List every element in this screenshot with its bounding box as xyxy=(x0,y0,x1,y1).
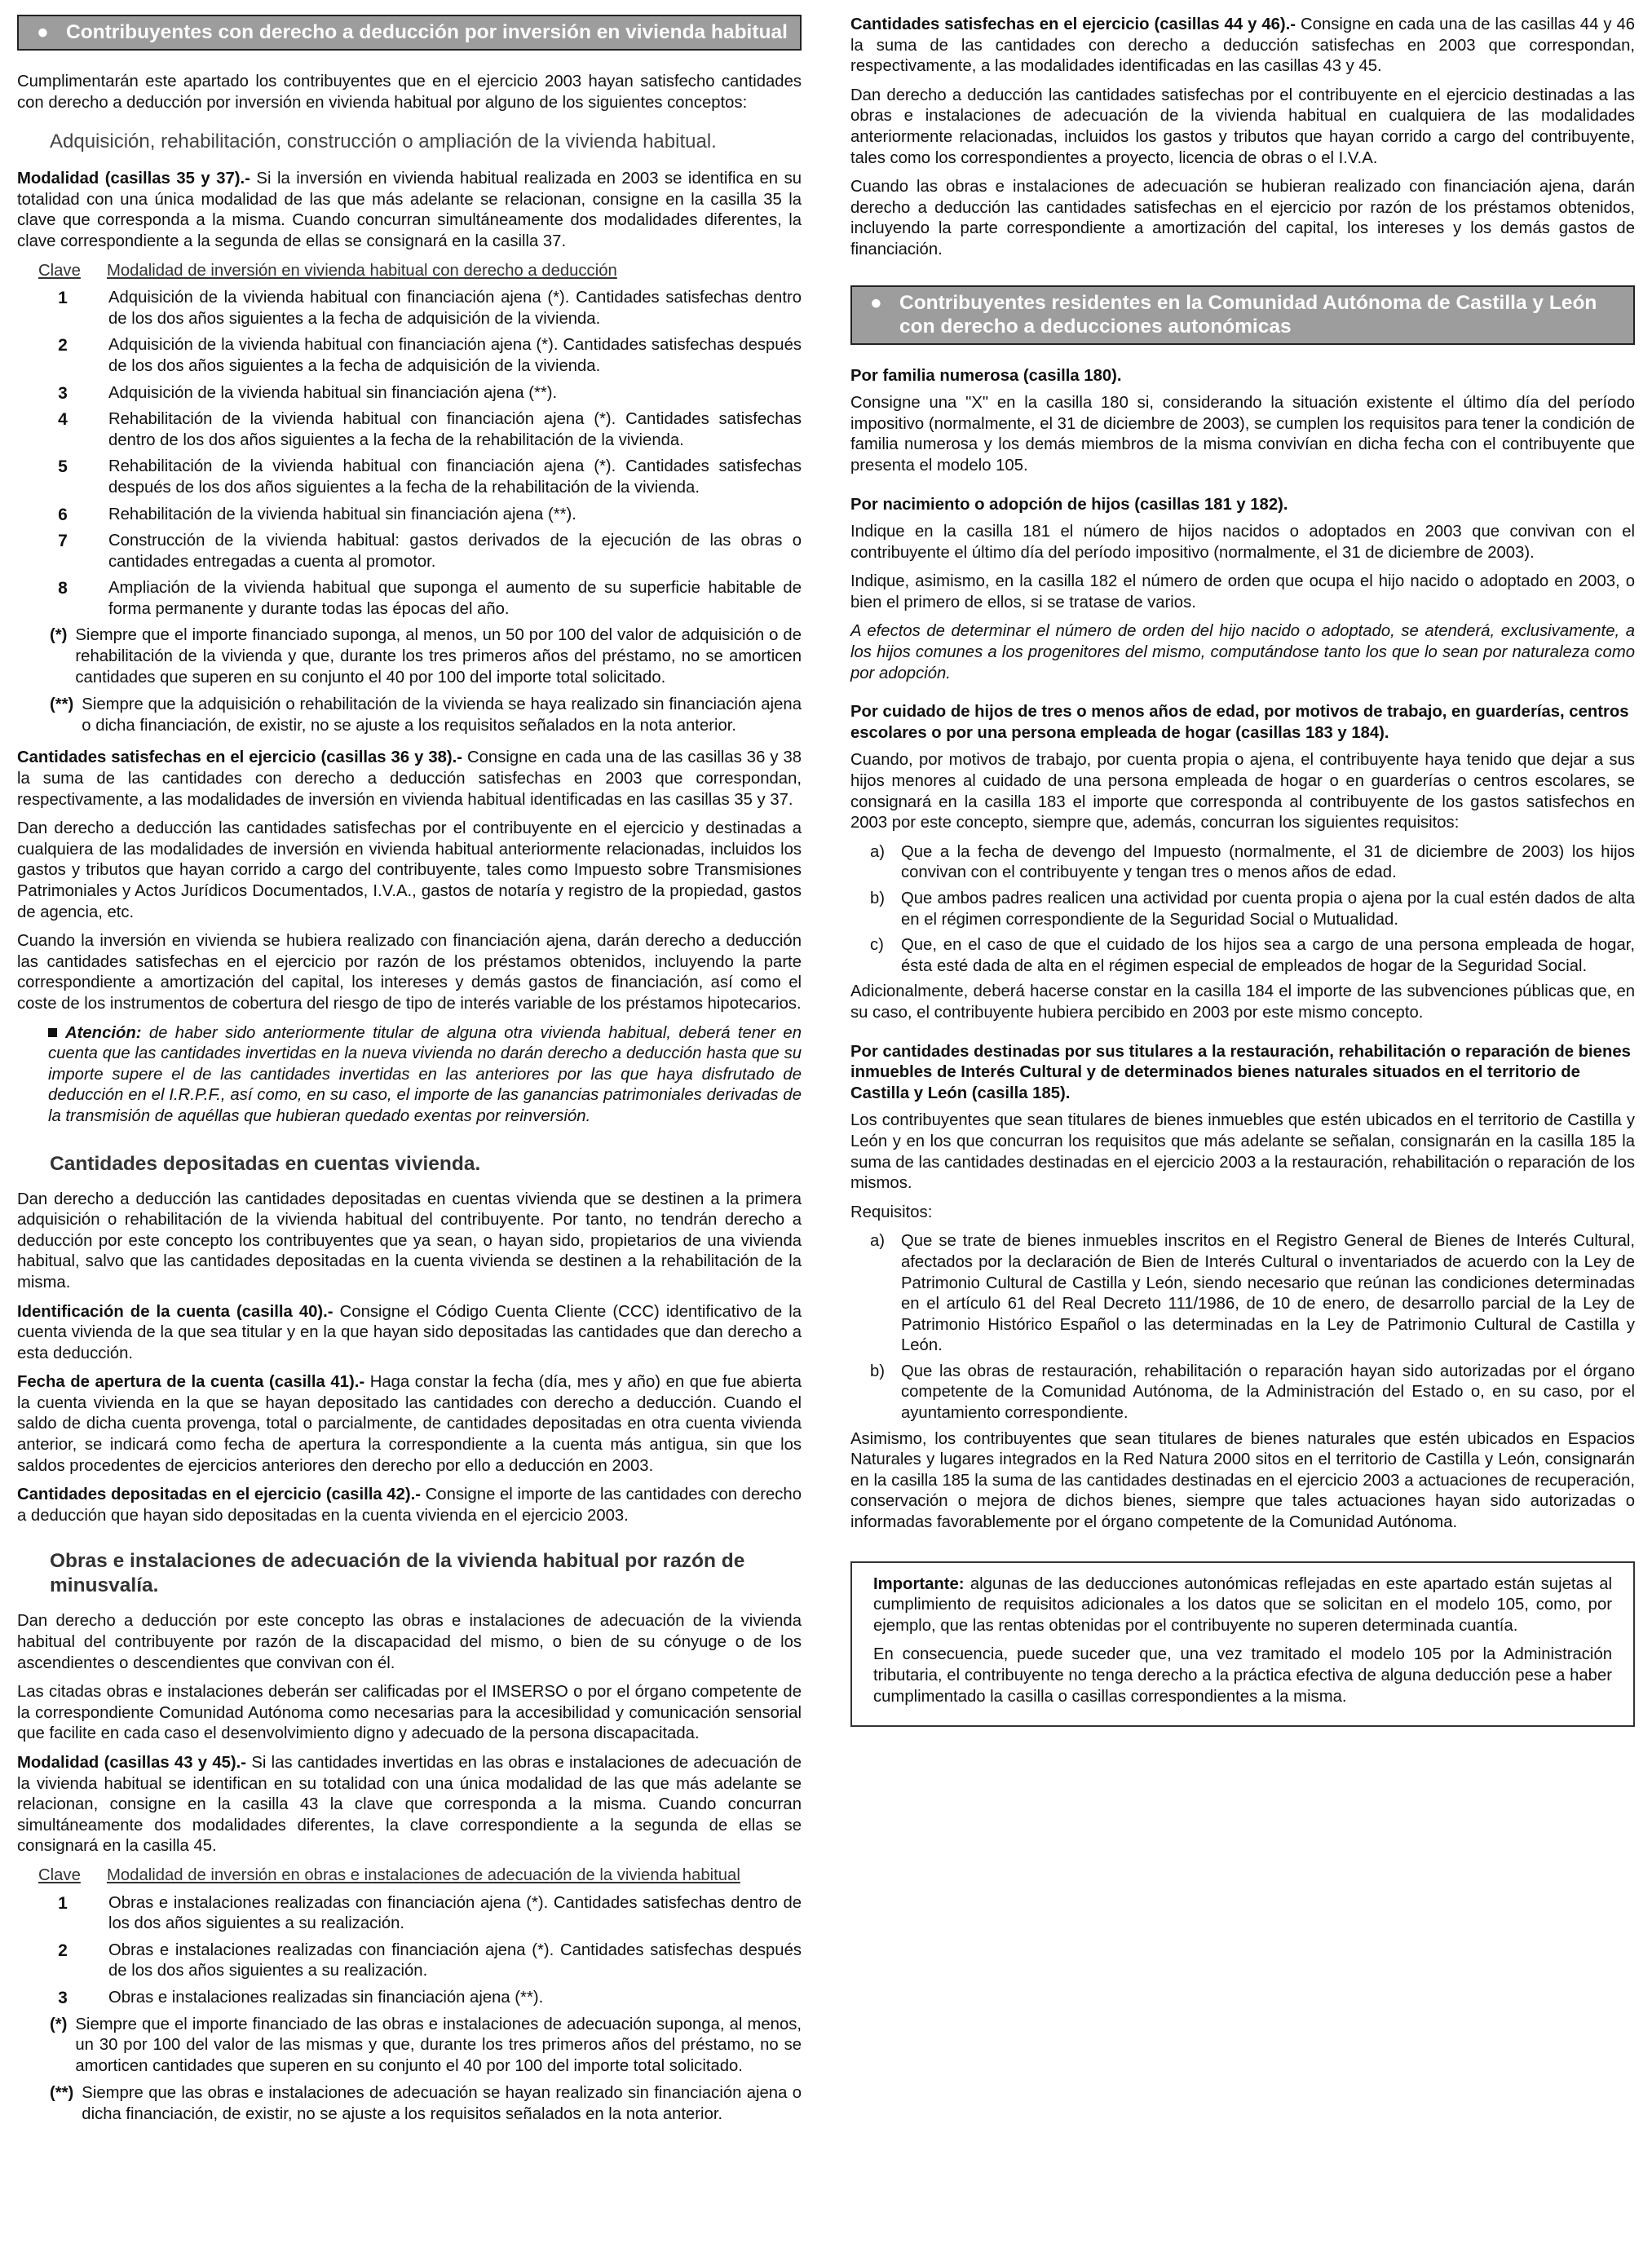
item-text: Construcción de la vivienda habitual: gastos derivados de la ejecución de las obras o cantidades entregadas a cuenta al promotor. xyxy=(108,532,802,571)
cantidades-lead: Cantidades satisfechas en el ejercicio (casillas 36 y 38).- xyxy=(17,748,463,767)
clave-number: 2 xyxy=(58,336,68,355)
table1-head-clave: Clave xyxy=(38,261,81,280)
nacimiento-title: Por nacimiento o adopción de hijos (casillas 181 y 182). xyxy=(850,495,1288,514)
important-box xyxy=(850,1561,1635,1728)
subsection-title-minusvalia: Obras e instalaciones de adecuación de la vivienda habitual por razón de minusvalía. xyxy=(50,1550,745,1597)
table1-head-desc: Modalidad de inversión en vivienda habitual con derecho a deducción xyxy=(107,261,617,280)
item-text: Ampliación de la vivienda habitual que suponga el aumento de su superficie habitable de forma permanente y durante todas las épocas del año. xyxy=(108,579,802,618)
cuidado-requisitos-list xyxy=(850,842,1635,978)
restauracion-paragraph-1: Los contribuyentes que sean titulares de bienes inmuebles que estén ubicados en el territorio de Castilla y León y en los que concurran los requisitos que más adelante se señalan, consignarán en la casilla 185 la suma de las cantidades destinadas en el ejercicio 2003 a la restauración, rehabilitación o reparación de los mismos. xyxy=(850,1111,1635,1193)
list-item xyxy=(17,457,802,498)
depositadas-text: Consigne el importe de las cantidades con derecho a deducción que hayan sido depositadas en la cuenta vivienda en el ejercicio 2003. xyxy=(17,1486,802,1525)
clave-number: 6 xyxy=(58,505,68,524)
modalidad2-text: Si las cantidades invertidas en las obras e instalaciones de adecuación de la vivienda habitual se identifican en su totalidad con una única modalidad de las que más adelante se relacionan, consigne en la casilla 43 la clave que corresponda a la misma. Cuando concurran simultáneamente dos modalidades diferentes, la clave correspondiente a la segunda de ellas se consignará en la casilla 45. xyxy=(17,1754,802,1856)
item-text: Que, en el caso de que el cuidado de los hijos sea a cargo de una persona empleada de hogar, ésta esté dada de alta en el régimen especial de empleados de hogar de la Seguridad Social. xyxy=(901,936,1635,975)
bullet-icon: ● xyxy=(37,21,49,43)
requisitos-label: Requisitos: xyxy=(850,1203,933,1221)
financiacion2-paragraph: Cuando las obras e instalaciones de adecuación se hubieran realizado con financiación ajena, darán derecho a deducción las cantidades satisfechas en el ejercicio por razón de los préstamos obtenidos, incluyendo la parte correspondiente a amortización del capital, los intereses y los demás gastos de financiación. xyxy=(850,178,1635,258)
item-text: Adquisición de la vivienda habitual sin financiación ajena (**). xyxy=(108,383,558,402)
list-item xyxy=(17,531,802,572)
cantidades-paragraph xyxy=(17,748,802,810)
financiacion-paragraph: Cuando la inversión en vivienda se hubiera realizado con financiación ajena, darán derecho a deducción las cantidades satisfechas en el ejercicio por razón de los préstamos obtenidos, incluyendo la parte correspondiente a amortización del capital, los intereses y demás gastos de financiación, así como el coste de los instrumentos de cobertura del riesgo de tipo de interés variable de los préstamos hipotecarios. xyxy=(17,932,802,1013)
modalidad-paragraph xyxy=(17,169,802,252)
list-item xyxy=(870,889,1635,930)
left-column xyxy=(17,15,802,2132)
cantidades-text: Consigne en cada una de las casillas 36 y 38 la suma de las cantidades con derecho a deducción satisfechas en 2003 que correspondan, respectivamente, a las modalidades de inversión en vivienda habitual identificadas en las casillas 35 y 37. xyxy=(17,748,802,809)
note-text: Siempre que el importe financiado suponga, al menos, un 50 por 100 del valor de adquisición o de rehabilitación de la vivienda y que, durante los tres primeros años del préstamo, no se amorticen cantidades que superen en su conjunto el 40 por 100 del importe total solicitado. xyxy=(75,626,802,687)
fecha-text: Haga constar la fecha (día, mes y año) en que fue abierta la cuenta vivienda en la que se hayan depositado las cantidades con derecho a deducción. Cuando el saldo de dicha cuenta provenga, total o parcialmente, de cantidades depositadas en otra cuenta vivienda anterior, se indicará como fecha de apertura la correspondiente a la cuenta más antigua, sin que los saldos procedentes de ejercicios anteriores den derecho por ello a deducción en 2003. xyxy=(17,1373,802,1475)
depositadas-lead: Cantidades depositadas en el ejercicio (casilla 42).- xyxy=(17,1486,421,1504)
fecha-lead: Fecha de apertura de la cuenta (casilla 41).- xyxy=(17,1373,365,1392)
clave-number: 1 xyxy=(58,289,68,308)
cuentas-paragraph: Dan derecho a deducción las cantidades depositadas en cuentas vivienda que se destinen a la primera adquisición o rehabilitación de la vivienda habitual del contribuyente. Por tanto, no tendrán derecho a deducción por este concepto los contribuyentes que ya sean, o hayan sido, propietarios de una vivienda habitual, salvo que las cantidades depositadas en la cuenta vivienda se destinen a la rehabilitación de la misma. xyxy=(17,1190,802,1291)
note-text: Siempre que el importe financiado de las obras e instalaciones de adecuación suponga, al menos, un 30 por 100 del valor de las mismas y que, durante los tres primeros años del préstamo, no se amorticen cantidades que superen en su conjunto el 40 por 100 del importe total solicitado. xyxy=(75,2015,802,2075)
list-item xyxy=(870,1231,1635,1357)
cuidado-hijos-paragraph-2: Adicionalmente, deberá hacerse constar en la casilla 184 el importe de las subvenciones públicas que, en su caso, el contribuyente hubiera percibido en 2003 por este mismo concepto. xyxy=(850,982,1635,1022)
list-item xyxy=(17,409,802,451)
intro-paragraph: Cumplimentarán este apartado los contribuyentes que en el ejercicio 2003 hayan satisfecho cantidades con derecho a deducción por inversión en vivienda habitual por alguno de los siguientes conceptos: xyxy=(17,73,802,112)
table1-header xyxy=(38,261,802,282)
section-header-vivienda xyxy=(17,15,802,51)
square-bullet-icon xyxy=(48,1028,57,1037)
clave-number: 3 xyxy=(58,1988,68,2007)
clave-number: 3 xyxy=(58,383,68,403)
item-marker: c) xyxy=(870,936,884,955)
fecha-paragraph xyxy=(17,1372,802,1477)
list-item xyxy=(17,505,802,526)
modalidad-text: Si la inversión en vivienda habitual realizada en 2003 se identifica en su totalidad con una única modalidad de las que más adelante se relacionan, consigne en la casilla 35 la clave que corresponda a la misma. Cuando concurran simultáneamente dos modalidades diferentes, la clave correspondiente a la segunda de ellas se consignará en la casilla 37. xyxy=(17,170,802,250)
attention-note xyxy=(48,1023,802,1128)
note-text: Siempre que la adquisición o rehabilitación de la vivienda se haya realizado sin financiación ajena o dicha financiación, de existir, no se ajuste a los requisitos señalados en la nota anterior. xyxy=(82,695,802,735)
list-item xyxy=(17,1988,802,2009)
note-2 xyxy=(50,695,802,736)
note-mark: (*) xyxy=(50,2015,68,2033)
item-marker: a) xyxy=(870,842,886,861)
restauracion-paragraph-2: Asimismo, los contribuyentes que sean titulares de bienes naturales que estén ubicados en Espacios Naturales y lugares integrados en la Red Natura 2000 sitos en el territorio de Castilla y León, consignarán en la casilla 185 la suma de las cantidades destinadas en el ejercicio 2003 a actuaciones de recuperación, conservación o mejora de dichos bienes, siempre que tales actuaciones hayan sido autorizadas o informadas favorablemente por el órgano competente de la Comunidad Autónoma. xyxy=(850,1429,1635,1532)
clave-number: 4 xyxy=(58,410,68,430)
attention-text: de haber sido anteriormente titular de alguna otra vivienda habitual, deberá tener en cuenta que las cantidades invertidas en la nueva vivienda no darán derecho a deducción hasta que su importe supere el de las cantidades invertidas en las anteriores por las que haya disfrutado de deducción en el I.R.P.F., así como, en su caso, el importe de las ganancias patrimoniales derivadas de la transmisión de aquéllas que hubieran quedado exentas por reinversión. xyxy=(48,1023,802,1125)
concept-title: Adquisición, rehabilitación, construcción o ampliación de la vivienda habitual. xyxy=(50,130,717,153)
cantidades2-lead: Cantidades satisfechas en el ejercicio (casillas 44 y 46).- xyxy=(850,15,1296,33)
list-item xyxy=(870,935,1635,977)
clave-number: 5 xyxy=(58,457,68,477)
item-marker: a) xyxy=(870,1232,886,1251)
familia-numerosa-title: Por familia numerosa (casilla 180). xyxy=(850,366,1122,385)
table2-head-desc: Modalidad de inversión en obras e instalaciones de adecuación de la vivienda habitual xyxy=(107,1865,740,1884)
important-lead: Importante: xyxy=(873,1574,965,1593)
section-header-text: Contribuyentes con derecho a deducción por inversión en vivienda habitual xyxy=(66,21,788,43)
familia-numerosa-text: Consigne una "X" en la casilla 180 si, considerando la situación existente el último día del período impositivo (normalmente, el 31 de diciembre de 2003), se cumplen los requisitos para tener la condición de familia numerosa y los demás miembros de la misma convivían en dicha fecha con el contribuyente que presenta el modelo 105. xyxy=(850,394,1635,475)
cantidades2-paragraph xyxy=(850,15,1635,77)
right-column xyxy=(850,15,1635,1727)
table2-header xyxy=(38,1865,802,1887)
item-text: Obras e instalaciones realizadas con financiación ajena (*). Cantidades satisfechas dentro de los dos años siguientes a su realización. xyxy=(108,1893,802,1933)
subsection-title-cuentas: Cantidades depositadas en cuentas vivienda. xyxy=(50,1152,481,1175)
note-mark: (**) xyxy=(50,695,74,714)
item-text: Obras e instalaciones realizadas con financiación ajena (*). Cantidades satisfechas después de los dos años siguientes a su realización. xyxy=(108,1940,802,1980)
bullet-icon: ● xyxy=(870,291,882,314)
list-item xyxy=(17,288,802,329)
list-item xyxy=(17,578,802,620)
dan-derecho2-paragraph: Dan derecho a deducción las cantidades satisfechas por el contribuyente en el ejercicio destinadas a las obras e instalaciones de adecuación de la vivienda habitual en cualquiera de las modalidades anteriormente relacionadas, incluidos los gastos y tributos que hayan corrido a cargo del contribuyente, tales como los correspondientes a proyecto, licencia de obras o el I.V.A. xyxy=(850,86,1635,167)
modalidad2-lead: Modalidad (casillas 43 y 45).- xyxy=(17,1754,247,1772)
item-text: Adquisición de la vivienda habitual con financiación ajena (*). Cantidades satisfechas dentro de los dos años siguientes a la fecha de adquisición de la vivienda. xyxy=(108,289,802,328)
section-header-castilla-leon xyxy=(850,285,1635,345)
depositadas-paragraph xyxy=(17,1485,802,1526)
clave-number: 8 xyxy=(58,579,68,598)
note-text: Siempre que las obras e instalaciones de adecuación se hayan realizado sin financiación ajena o dicha financiación, de existir, no se ajuste a los requisitos señalados en la nota anterior. xyxy=(82,2084,802,2123)
restauracion-title: Por cantidades destinadas por sus titulares a la restauración, rehabilitación o reparación de bienes inmuebles de Interés Cultural y de determinados bienes naturales situados en el territorio de Castilla y León (casilla 185). xyxy=(850,1042,1631,1102)
clave-number: 7 xyxy=(58,532,68,551)
identificacion-lead: Identificación de la cuenta (casilla 40).- xyxy=(17,1302,333,1321)
item-text: Rehabilitación de la vivienda habitual sin financiación ajena (**). xyxy=(108,505,576,523)
item-marker: b) xyxy=(870,890,886,907)
item-text: Adquisición de la vivienda habitual con financiación ajena (*). Cantidades satisfechas después de los dos años siguientes a la fecha de adquisición de la vivienda. xyxy=(108,336,802,375)
item-text: Que las obras de restauración, rehabilitación o reparación hayan sido autorizadas por el órgano competente de la Comunidad Autónoma, de la Administración del Estado o, en su caso, por el ayuntamiento correspondiente. xyxy=(901,1362,1635,1423)
modalidad-lead: Modalidad (casillas 35 y 37).- xyxy=(17,170,250,188)
list-item xyxy=(17,1893,802,1935)
item-marker: b) xyxy=(870,1362,886,1380)
identificacion-text: Consigne el Código Cuenta Cliente (CCC) identificativo de la cuenta vivienda de la que sea titular y en la que hayan sido depositadas las cantidades que dan derecho a esta deducción. xyxy=(17,1302,802,1362)
list-item xyxy=(17,335,802,377)
table2-head-clave: Clave xyxy=(38,1865,81,1884)
item-text: Obras e instalaciones realizadas sin financiación ajena (**). xyxy=(108,1988,544,2007)
clave-number: 2 xyxy=(58,1940,68,1960)
nacimiento-paragraph-2: Indique, asimismo, en la casilla 182 el número de orden que ocupa el hijo nacido o adoptado en 2003, o bien el primero de ellos, si se tratase de varios. xyxy=(850,572,1635,612)
list-item xyxy=(870,1362,1635,1424)
note-mark: (*) xyxy=(50,626,68,645)
nacimiento-paragraph-3: A efectos de determinar el número de orden del hijo nacido o adoptado, se atenderá, exclusivamente, a los hijos comunes a los progenitores del mismo, computándose tanto los que lo sean por naturaleza como por adopción. xyxy=(850,622,1635,682)
restauracion-requisitos-list xyxy=(850,1231,1635,1424)
note-3 xyxy=(50,2015,802,2077)
item-text: Rehabilitación de la vivienda habitual con financiación ajena (*). Cantidades satisfechas después de los dos años siguientes a la fecha de la rehabilitación de la vivienda. xyxy=(108,457,802,497)
note-4 xyxy=(50,2083,802,2125)
clave-number: 1 xyxy=(58,1893,68,1913)
list-item xyxy=(870,842,1635,884)
attention-lead: Atención: xyxy=(65,1023,142,1042)
note-mark: (**) xyxy=(50,2084,74,2103)
dan-derecho-paragraph: Dan derecho a deducción las cantidades satisfechas por el contribuyente en el ejercicio y destinadas a cualquiera de las modalidades de inversión en vivienda habitual anteriormente relacionadas, incluidos los gastos y tributos que hayan corrido a cargo del contribuyente, tales como Impuesto sobre Transmisiones Patrimoniales y Actos Jurídicos Documentados, I.V.A., gastos de notaría y registro de la propiedad, gastos de agencia, etc. xyxy=(17,819,802,921)
minusvalia-paragraph-1: Dan derecho a deducción por este concepto las obras e instalaciones de adecuación de la vivienda habitual del contribuyente por razón de la discapacidad del mismo, o bien de su cónyuge o de los ascendientes o descendientes que convivan con él. xyxy=(17,1612,802,1672)
cuidado-hijos-title: Por cuidado de hijos de tres o menos años de edad, por motivos de trabajo, en guarderías, centros escolares o por una persona empleada de hogar (casillas 183 y 184). xyxy=(850,703,1629,742)
note-1 xyxy=(50,625,802,688)
item-text: Que a la fecha de devengo del Impuesto (normalmente, el 31 de diciembre de 2003) los hijos convivan con el contribuyente y tengan tres o menos años de edad. xyxy=(901,842,1635,882)
list-item xyxy=(17,383,802,404)
important-paragraph-1 xyxy=(873,1574,1612,1637)
identificacion-paragraph xyxy=(17,1302,802,1365)
modalidad2-paragraph xyxy=(17,1753,802,1857)
item-text: Que se trate de bienes inmuebles inscritos en el Registro General de Bienes de Interés Cultural, afectados por la declaración de Bien de Interés Cultural o inventariados de acuerdo con la Ley de Patrimonio Cultural de Castilla y León, siendo necesario que reúnan las condiciones determinadas en el artículo 61 del Real Decreto 111/1986, de 10 de enero, de desarrollo parcial de la Ley de Patrimonio Histórico Español o las determinadas en la Ley de Patrimonio Cultural de Castilla y León. xyxy=(901,1232,1635,1355)
list-item xyxy=(17,1940,802,1982)
important-text: algunas de las deducciones autonómicas reflejadas en este apartado están sujetas al cumplimiento de requisitos adicionales a los datos que se solicitan en el modelo 105, como, por ejemplo, que las rentas obtenidas por el contribuyente no superen determinada cuantía. xyxy=(873,1574,1612,1635)
cuidado-hijos-paragraph-1: Cuando, por motivos de trabajo, por cuenta propia o ajena, el contribuyente haya tenido que dejar a sus hijos menores al cuidado de una persona empleada de hogar o en guarderías o centros escolares, se consignará en la casilla 183 el importe que corresponda al contribuyente de los gastos satisfechos en 2003 por este concepto, siempre que, además, concurran los siguientes requisitos: xyxy=(850,751,1635,832)
table2 xyxy=(17,1893,802,2009)
nacimiento-paragraph-1: Indique en la casilla 181 el número de hijos nacidos o adoptados en 2003 que convivan con el contribuyente el último día del período impositivo (normalmente, el 31 de diciembre de 2003). xyxy=(850,523,1635,562)
item-text: Rehabilitación de la vivienda habitual con financiación ajena (*). Cantidades satisfechas dentro de los dos años siguientes a la fecha de la rehabilitación de la vivienda. xyxy=(108,410,802,449)
section-header-text: Contribuyentes residentes en la Comunidad Autónoma de Castilla y León con derecho a deducciones autonómicas xyxy=(899,291,1597,338)
important-paragraph-2: En consecuencia, puede suceder que, una vez tramitado el modelo 105 por la Administración tributaria, el contribuyente no tenga derecho a la práctica efectiva de alguna deducción pese a haber cumplimentado la casilla o casillas correspondientes a la misma. xyxy=(873,1645,1612,1706)
table1 xyxy=(17,288,802,620)
item-text: Que ambos padres realicen una actividad por cuenta propia o ajena por la cual estén dados de alta en el régimen correspondiente de la Seguridad Social o Mutualidad. xyxy=(901,890,1635,929)
minusvalia-paragraph-2: Las citadas obras e instalaciones deberán ser calificadas por el IMSERSO o por el órgano competente de la correspondiente Comunidad Autónoma como necesarias para la accesibilidad y comunicación sensorial que facilite en cada caso el desenvolvimiento digno y adecuado de la persona discapacitada. xyxy=(17,1683,802,1743)
cantidades2-text: Consigne en cada una de las casillas 44 y 46 la suma de las cantidades con derecho a deducción satisfechas en 2003 que correspondan, respectivamente, a las modalidades identificadas en las casillas 43 y 45. xyxy=(850,15,1636,76)
